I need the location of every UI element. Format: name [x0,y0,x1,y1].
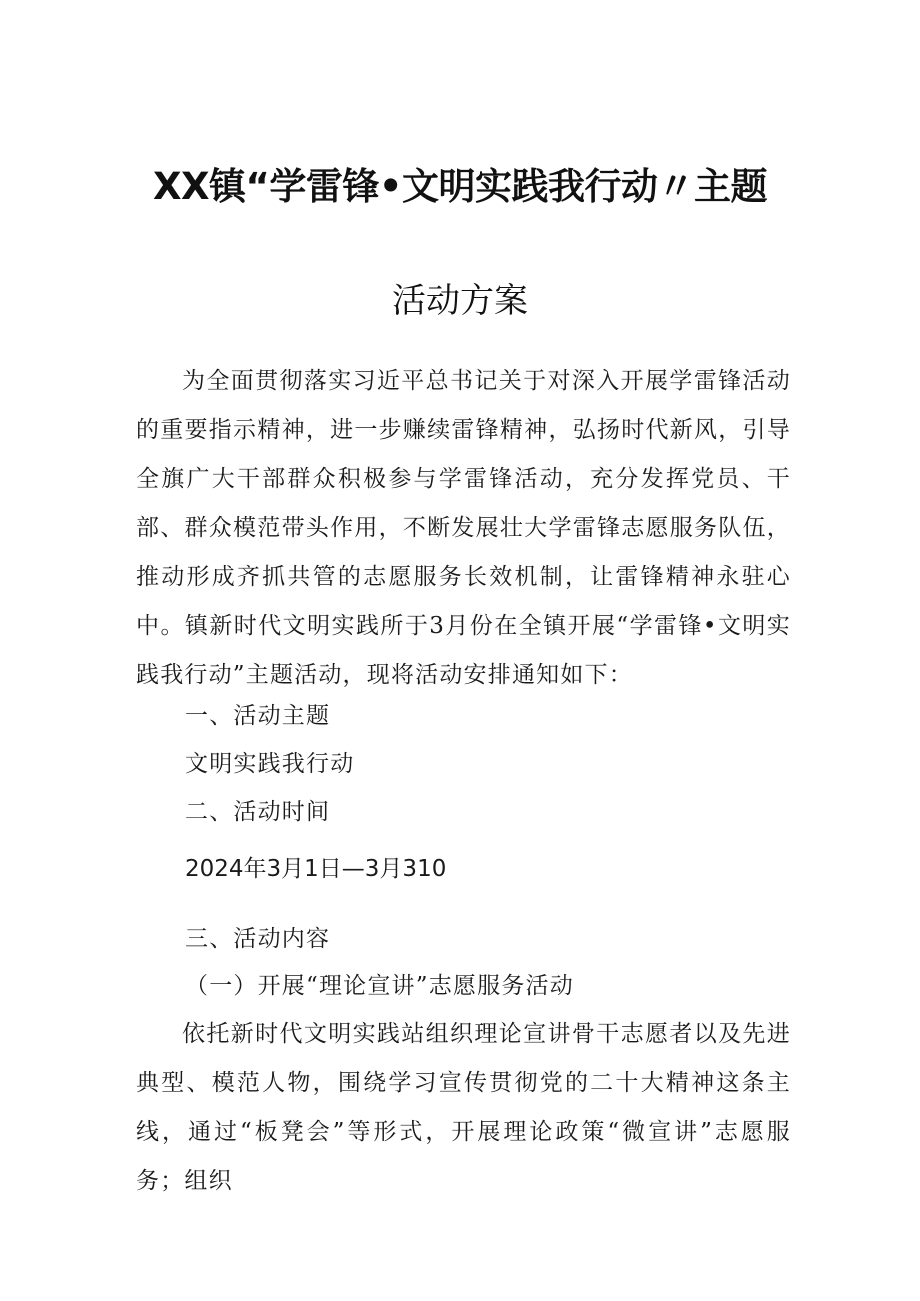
section-2-heading: 二、活动时间 [185,799,331,825]
section-1-content: 文明实践我行动 [185,751,355,777]
subsection-1-block [136,1010,791,1206]
document-title-line-2: 活动方案 [392,281,528,321]
intro-paragraph: 为全面贯彻落实习近平总书记关于对深入开展学雷锋活动的重要指示精神，进一步赚续雷锋精神，弘扬时代新风，引导全旗广大干部群众积极参与学雷锋活动，充分发挥党员、干部、群众模范带头作用，不断发展壮大学雷锋志愿服务队伍，推动形成齐抓共管的志愿服务长效机制，让雷锋精神永驻心中。镇新时代文明实践所于3月份在全镇开展“学雷锋•文明实践我行动”主题活动，现将活动安排通知如下： [136,368,791,688]
section-2-content: 2024年3月1日—3月310 [185,856,447,882]
section-1-heading: 一、活动主题 [185,703,331,729]
intro-block [136,357,791,700]
section-3-heading: 三、活动内容 [185,926,331,952]
subsection-1-heading: （一）开展“理论宣讲”志愿服务活动 [185,973,574,999]
subsection-1-paragraph: 依托新时代文明实践站组织理论宣讲骨干志愿者以及先进典型、模范人物，围绕学习宣传贯彻党的二十大精神这条主线，通过“板凳会”等形式，开展理论政策“微宣讲”志愿服务；组织 [136,1021,791,1194]
document-title-line-1: XX镇“学雷锋•文明实践我行动〃主题 [152,165,768,208]
